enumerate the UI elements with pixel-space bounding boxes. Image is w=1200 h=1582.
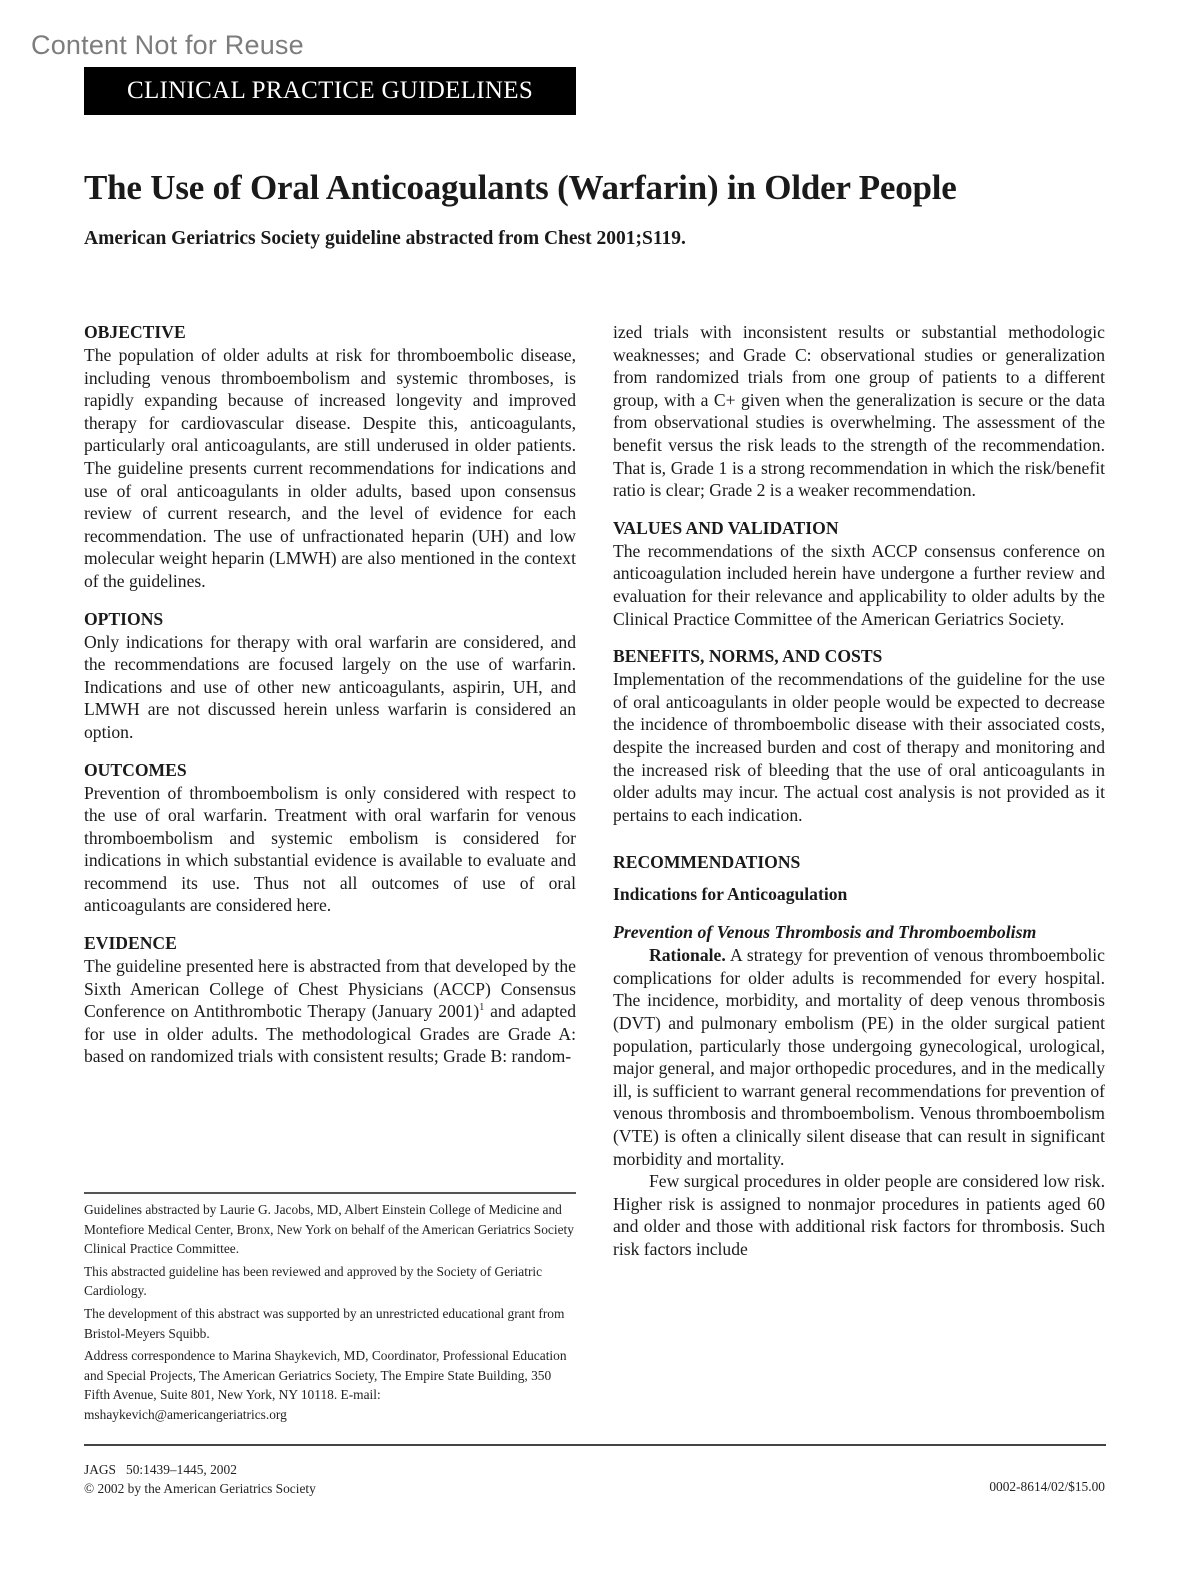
watermark: Content Not for Reuse	[31, 30, 304, 60]
section-heading: OUTCOMES	[84, 759, 187, 780]
section-body: The recommendations of the sixth ACCP consensus conference on anticoagulation included herein have undergone a further review and evaluation for their relevance and applicability to older adults by the Clinical Practice Committee of the American Geriatrics Society.	[613, 540, 1105, 629]
body-text: A strategy for prevention of venous thromboembolic complications for older adults is recommended for every hospital. The incidence, morbidity, and mortality of deep venous thrombosis (DVT) and pulmonary embolism (PE) in the older surgical patient population, particularly those undergoing gynecological, urological, major general, and major orthopedic procedures, and in the medically ill, is sufficient to warrant general recommendations for prevention of venous thrombosis and thromboembolism. Venous thromboembolism (VTE) is often a clinically silent disease that can result in significant morbidity and mortality.	[613, 945, 1105, 1169]
copyright: © 2002 by the American Geriatrics Society	[84, 1481, 316, 1496]
section-benefits	[613, 644, 1105, 826]
section-body: Only indications for therapy with oral warfarin are considered, and the recommendations are focused largely on the use of warfarin. Indications and use of other new anticoagulants, aspirin, UH, and LMWH are not discussed herein unless warfarin is considered an option.	[84, 631, 576, 742]
reference-superscript: 1	[479, 1002, 485, 1014]
section-outcomes	[84, 758, 576, 918]
footer-divider	[84, 1444, 1106, 1446]
section-heading: OBJECTIVE	[84, 322, 186, 342]
section-evidence	[84, 931, 576, 1068]
section-heading: EVIDENCE	[84, 933, 177, 954]
body-text: The guideline presented here is abstracted from that developed by the Sixth American College of Chest Physicians (ACCP) Consensus Conference on Antithrombotic Therapy (January 2001)	[84, 956, 576, 1022]
footnote-divider	[84, 1192, 576, 1194]
section-values-validation	[613, 516, 1105, 630]
section-options	[84, 607, 576, 744]
right-column	[613, 321, 1105, 1261]
article-title: The Use of Oral Anticoagulants (Warfarin) in Older People	[84, 168, 957, 207]
issn-price: 0002-8614/02/$15.00	[989, 1479, 1105, 1494]
subsubsection-heading: Prevention of Venous Thrombosis and Thromboembolism	[613, 922, 1037, 943]
footnote: Guidelines abstracted by Laurie G. Jacobs, MD, Albert Einstein College of Medicine and Montefiore Medical Center, Bronx, New York on behalf of the American Geriatrics Society Clinical Practice Committee.	[84, 1202, 574, 1257]
section-heading: OPTIONS	[84, 608, 164, 629]
section-evidence-continued	[613, 321, 1105, 502]
subsection-heading: Indications for Anticoagulation	[613, 884, 848, 905]
section-body: Implementation of the recommendations of the guideline for the use of oral anticoagulants in older people would be expected to decrease the incidence of thromboembolic disease with their associated costs, despite the increased burden and cost of therapy and monitoring and the increased risk of bleeding that the use of oral anticoagulants in older adults may incur. The actual cost analysis is not provided as it pertains to each indication.	[613, 669, 1105, 825]
section-body: Prevention of thromboembolism is only considered with respect to the use of oral warfarin. Treatment with oral warfarin for venous thromboembolism and systemic embolism is considered for indications in which substantial evidence is available to evaluate and recommend its use. Thus not all outcomes of use of oral anticoagulants are considered here.	[84, 782, 576, 916]
section-heading: BENEFITS, NORMS, AND COSTS	[613, 646, 883, 667]
rationale-label: Rationale.	[649, 945, 726, 966]
body-text: and adapted for use in older adults. The methodological Grades are Grade A: based on randomized trials with consistent results; Grade B: random-	[84, 1001, 577, 1067]
footnote: This abstracted guideline has been reviewed and approved by the Society of Geriatric Cardiology.	[84, 1263, 543, 1299]
citation	[84, 1460, 316, 1498]
rationale-paragraph	[613, 944, 1105, 1170]
section-objective	[84, 320, 576, 593]
section-banner: CLINICAL PRACTICE GUIDELINES	[84, 67, 576, 115]
footnote: Address correspondence to Marina Shaykevich, MD, Coordinator, Professional Education and Special Projects, The American Geriatrics Society, The Empire State Building, 350 Fifth Avenue, Suite 801, New York, NY 10118. E-mail: mshaykevich@americangeriatrics.org	[84, 1348, 567, 1422]
footnotes	[84, 1200, 576, 1428]
article-subtitle: American Geriatrics Society guideline abstracted from Chest 2001;S119.	[84, 228, 686, 249]
section-body: The population of older adults at risk for thromboembolic disease, including venous thromboembolism and systemic thromboses, is rapidly expanding because of increased longevity and improved therapy for cardiovascular disease. Despite this, anticoagulants, particularly oral anticoagulants, are still underused in older patients. The guideline presents current recommendations for indications and use of oral anticoagulants in older adults, based upon consensus review of current research, and the level of evidence for each recommendation. The use of unfractionated heparin (UH) and low molecular weight heparin (LMWH) are also mentioned in the context of the guidelines.	[84, 345, 576, 591]
section-body: ized trials with inconsistent results or substantial methodologic weaknesses; and Grade C: observational studies or generalization from randomized trials from one group of patients to a different group, with a C+ given when the generalization is secure or the data from observational studies is overwhelming. The assessment of the benefit versus the risk leads to the strength of the recommendation. That is, Grade 1 is a strong recommendation in which the risk/benefit ratio is clear; Grade 2 is a weaker recommendation.	[613, 322, 1105, 501]
section-recommendations	[613, 850, 1105, 1260]
section-heading: VALUES AND VALIDATION	[613, 517, 839, 538]
body-paragraph: Few surgical procedures in older people are considered low risk. Higher risk is assigned to nonmajor procedures in patients aged 60 and older and those with additional risk factors for thrombosis. Such risk factors include	[613, 1171, 1105, 1259]
footnote: The development of this abstract was supported by an unrestricted educational grant from Bristol-Meyers Squibb.	[84, 1305, 565, 1341]
section-heading: RECOMMENDATIONS	[613, 852, 801, 873]
left-column	[84, 320, 576, 1082]
journal-citation: JAGS 50:1439–1445, 2002	[84, 1462, 237, 1477]
section-body	[84, 955, 576, 1068]
